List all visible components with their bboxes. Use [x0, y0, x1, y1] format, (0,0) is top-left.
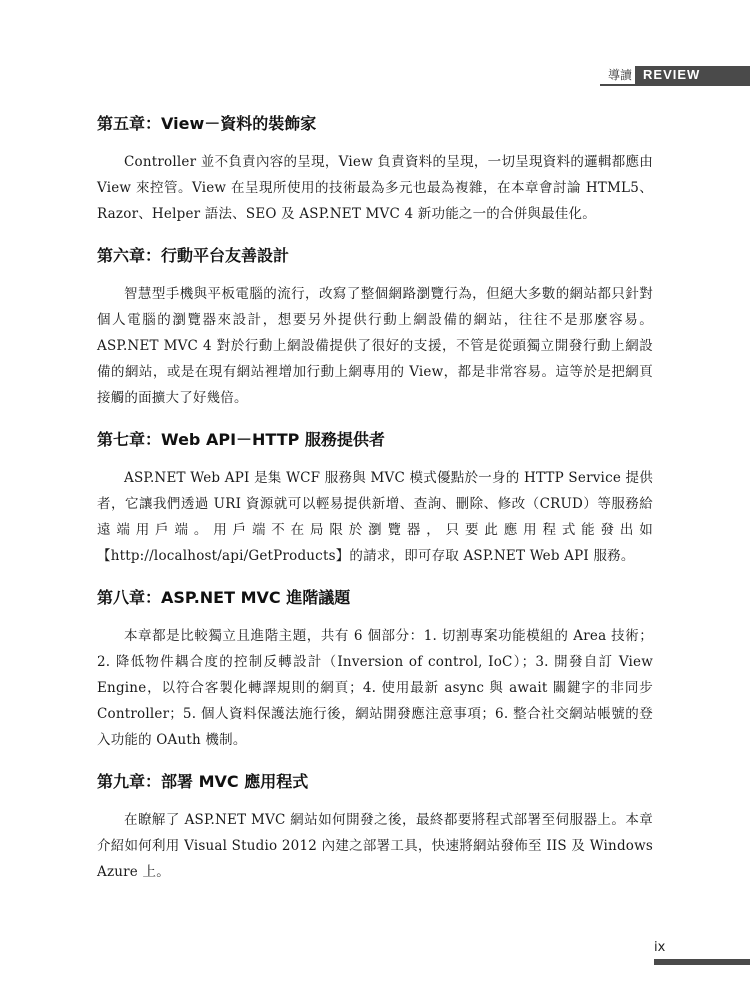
chapter-5-body: Controller 並不負責內容的呈現，View 負責資料的呈現，一切呈現資料的邏輯都應由 View 來控管。View 在呈現所使用的技術最為多元也最為複雜，在本章會討論 HTML5、Razor、Helper 語法、SEO 及 ASP.NET MVC 4 新功能之一的合併與最佳化。 — [97, 154, 653, 222]
chapter-5-section — [97, 113, 653, 227]
chapter-6-title: 第六章：行動平台友善設計 — [97, 246, 290, 265]
chapter-8-section — [97, 587, 653, 753]
page-number: ix — [654, 940, 666, 955]
running-header — [600, 66, 750, 84]
header-label: 導讀 — [600, 66, 635, 84]
page-content — [97, 113, 653, 903]
chapter-7-body: ASP.NET Web API 是集 WCF 服務與 MVC 模式優點於一身的 HTTP Service 提供者，它讓我們透過 URI 資源就可以輕易提供新增、查詢、刪除、修改（CRUD）等服務給遠端用戶端。用戶端不在局限於瀏覽器，只要此應用程式能發出如【http://localhost/api/GetProducts】的請求，即可存取 ASP.NET Web API 服務。 — [97, 470, 653, 564]
header-review-tag: REVIEW — [635, 66, 750, 84]
chapter-6-section — [97, 245, 653, 411]
chapter-9-title: 第九章：部署 MVC 應用程式 — [97, 772, 309, 791]
header-rule — [600, 84, 750, 86]
chapter-9-body: 在瞭解了 ASP.NET MVC 網站如何開發之後，最終都要將程式部署至伺服器上。本章介紹如何利用 Visual Studio 2012 內建之部署工具，快速將網站發佈至 IIS 及 Windows Azure 上。 — [97, 812, 653, 880]
chapter-9-section — [97, 771, 653, 885]
chapter-5-title: 第五章：View－資料的裝飾家 — [97, 114, 317, 133]
chapter-7-section — [97, 429, 653, 569]
chapter-8-body: 本章都是比較獨立且進階主題，共有 6 個部分：1. 切割專案功能模組的 Area 技術；2. 降低物件耦合度的控制反轉設計（Inversion of control, IoC）；3. 開發自訂 View Engine，以符合客製化轉譯規則的網頁；4. 使用最新 async 與 await 關鍵字的非同步 Controller；5. 個人資料保護法施行後，網站開發應注意事項；6. 整合社交網站帳號的登入功能的 OAuth 機制。 — [97, 628, 653, 748]
chapter-7-title: 第七章：Web API－HTTP 服務提供者 — [97, 430, 385, 449]
footer-bar — [654, 959, 750, 965]
chapter-6-body: 智慧型手機與平板電腦的流行，改寫了整個網路瀏覽行為，但絕大多數的網站都只針對個人電腦的瀏覽器來設計，想要另外提供行動上網設備的網站，往往不是那麼容易。ASP.NET MVC 4 對於行動上網設備提供了很好的支援，不管是從頭獨立開發行動上網設備的網站，或是在現有網站裡增加行動上網專用的 View，都是非常容易。這等於是把網頁接觸的面擴大了好幾倍。 — [97, 286, 653, 406]
chapter-8-title: 第八章：ASP.NET MVC 進階議題 — [97, 588, 351, 607]
